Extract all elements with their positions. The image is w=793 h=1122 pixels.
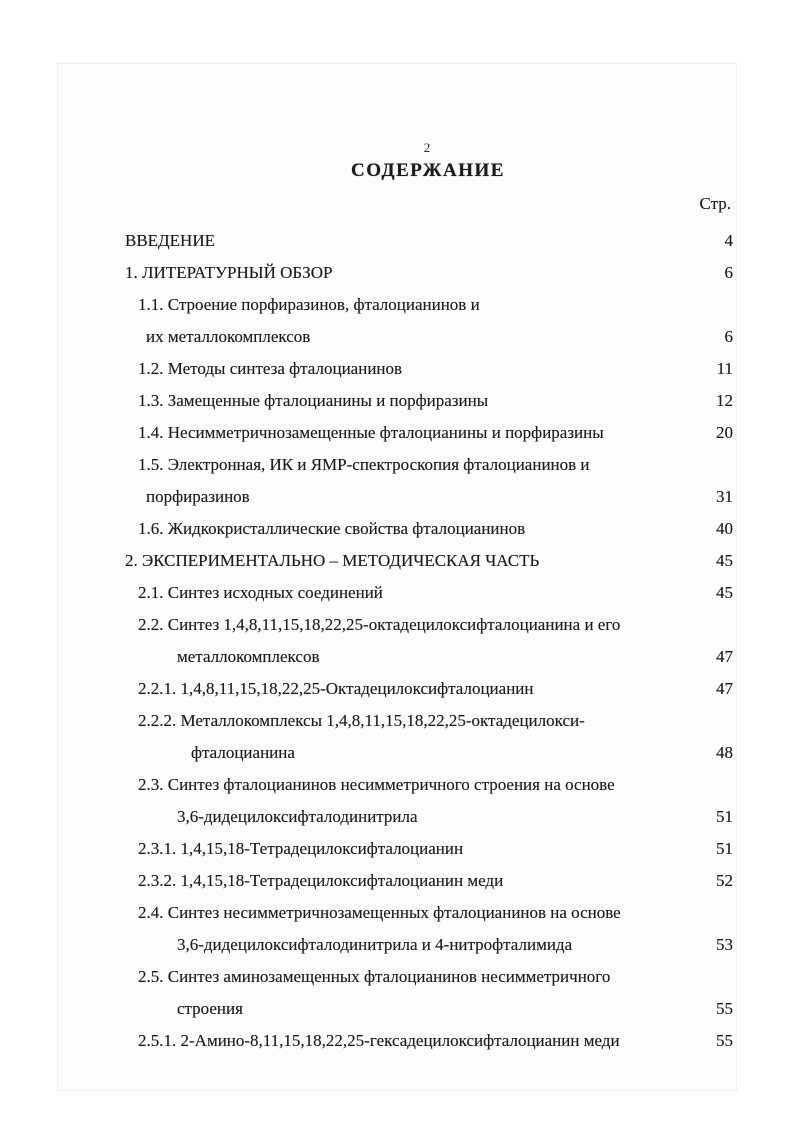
toc-entry-text: 2. ЭКСПЕРИМЕНТАЛЬНО – МЕТОДИЧЕСКАЯ ЧАСТЬ	[125, 551, 540, 570]
toc-row	[125, 833, 733, 865]
toc-row	[125, 769, 733, 801]
toc-row	[125, 705, 733, 737]
toc-page-number: 52	[716, 871, 733, 890]
toc-page-number: 40	[716, 519, 733, 538]
toc-page-number: 45	[716, 551, 733, 570]
toc-row	[125, 609, 733, 641]
toc-row	[125, 929, 733, 961]
toc-entry-text: 1.3. Замещенные фталоцианины и порфиразины	[138, 391, 489, 410]
toc-entry-text: 2.2.2. Металлокомплексы 1,4,8,11,15,18,22,25-октадецилокси-	[138, 711, 585, 730]
toc-entry-text: 2.2. Синтез 1,4,8,11,15,18,22,25-октадецилоксифталоцианина и его	[138, 615, 621, 634]
toc-entry-text: 2.3. Синтез фталоцианинов несимметричного строения на основе	[138, 775, 615, 794]
toc-entry-text: 1.6. Жидкокристаллические свойства фталоцианинов	[138, 519, 526, 538]
toc-page-number: 48	[716, 743, 733, 762]
toc-row	[125, 289, 733, 321]
toc-row	[125, 321, 733, 353]
toc-entry-text: 2.1. Синтез исходных соединений	[138, 583, 383, 602]
toc-row	[125, 577, 733, 609]
page-column-header: Стр.	[699, 194, 731, 213]
toc-page-number: 6	[724, 263, 733, 282]
toc-entry-text: 1.2. Методы синтеза фталоцианинов	[138, 359, 403, 378]
page-number-top: 2	[423, 140, 431, 155]
toc-entry-text: 3,6-дидецилоксифталодинитрила и 4-нитрофталимида	[177, 935, 573, 954]
toc-row	[125, 449, 733, 481]
toc-page-number: 31	[716, 487, 733, 506]
toc-page-number: 55	[716, 999, 733, 1018]
toc-page-number: 12	[716, 391, 733, 410]
toc-page-number: 47	[716, 679, 733, 698]
toc-row	[125, 353, 733, 385]
toc-row	[125, 801, 733, 833]
toc-row	[125, 673, 733, 705]
toc-entry-text: 1.1. Строение порфиразинов, фталоцианинов и	[138, 295, 480, 314]
toc-row	[125, 481, 733, 513]
toc-row	[125, 545, 733, 577]
toc-row	[125, 897, 733, 929]
toc-row	[125, 513, 733, 545]
toc-row	[125, 257, 733, 289]
toc-page-number: 53	[716, 935, 733, 954]
toc-entry-text: 1.4. Несимметричнозамещенные фталоцианины и порфиразины	[138, 423, 604, 442]
toc-row	[125, 1025, 733, 1057]
toc-entry-text: 1.5. Электронная, ИК и ЯМР-спектроскопия фталоцианинов и	[138, 455, 590, 474]
toc-entry-text: 2.3.1. 1,4,15,18-Тетрадецилоксифталоцианин	[138, 839, 464, 858]
toc-entry-text: порфиразинов	[146, 487, 250, 506]
toc-page-number: 6	[724, 327, 733, 346]
toc-page-number: 51	[716, 807, 733, 826]
toc-lines	[125, 225, 733, 1057]
toc-entry-text: 2.5. Синтез аминозамещенных фталоцианинов несимметричного	[138, 967, 611, 986]
toc-row	[125, 961, 733, 993]
toc-entry-text: 2.4. Синтез несимметричнозамещенных фталоцианинов на основе	[138, 903, 621, 922]
toc-row	[125, 417, 733, 449]
toc-entry-text: 2.3.2. 1,4,15,18-Тетрадецилоксифталоцианин меди	[138, 871, 504, 890]
toc-page-number: 55	[716, 1031, 733, 1050]
toc-row	[125, 737, 733, 769]
toc-entry-text: их металлокомплексов	[146, 327, 311, 346]
toc-entry-text: 1. ЛИТЕРАТУРНЫЙ ОБЗОР	[125, 263, 333, 282]
toc-entry-text: 3,6-дидецилоксифталодинитрила	[177, 807, 418, 826]
toc-row	[125, 225, 733, 257]
toc-page-number: 47	[716, 647, 733, 666]
toc-page-number: 4	[724, 231, 733, 250]
page-title: СОДЕРЖАНИЕ	[351, 160, 505, 181]
toc-entry-text: ВВЕДЕНИЕ	[125, 231, 215, 250]
toc-entry-text: фталоцианина	[191, 743, 295, 762]
document-page	[57, 63, 737, 1091]
toc-page-number: 51	[716, 839, 733, 858]
toc-row	[125, 641, 733, 673]
toc-entry-text: металлокомплексов	[177, 647, 320, 666]
toc-page-number: 20	[716, 423, 733, 442]
toc-entry-text: 2.5.1. 2-Амино-8,11,15,18,22,25-гексадецилоксифталоцианин меди	[138, 1031, 620, 1050]
toc-row	[125, 865, 733, 897]
toc-row	[125, 385, 733, 417]
toc-page-number: 45	[716, 583, 733, 602]
toc-entry-text: строения	[177, 999, 243, 1018]
toc-row	[125, 993, 733, 1025]
toc-entry-text: 2.2.1. 1,4,8,11,15,18,22,25-Октадецилоксифталоцианин	[138, 679, 534, 698]
toc-page-number: 11	[716, 359, 733, 378]
